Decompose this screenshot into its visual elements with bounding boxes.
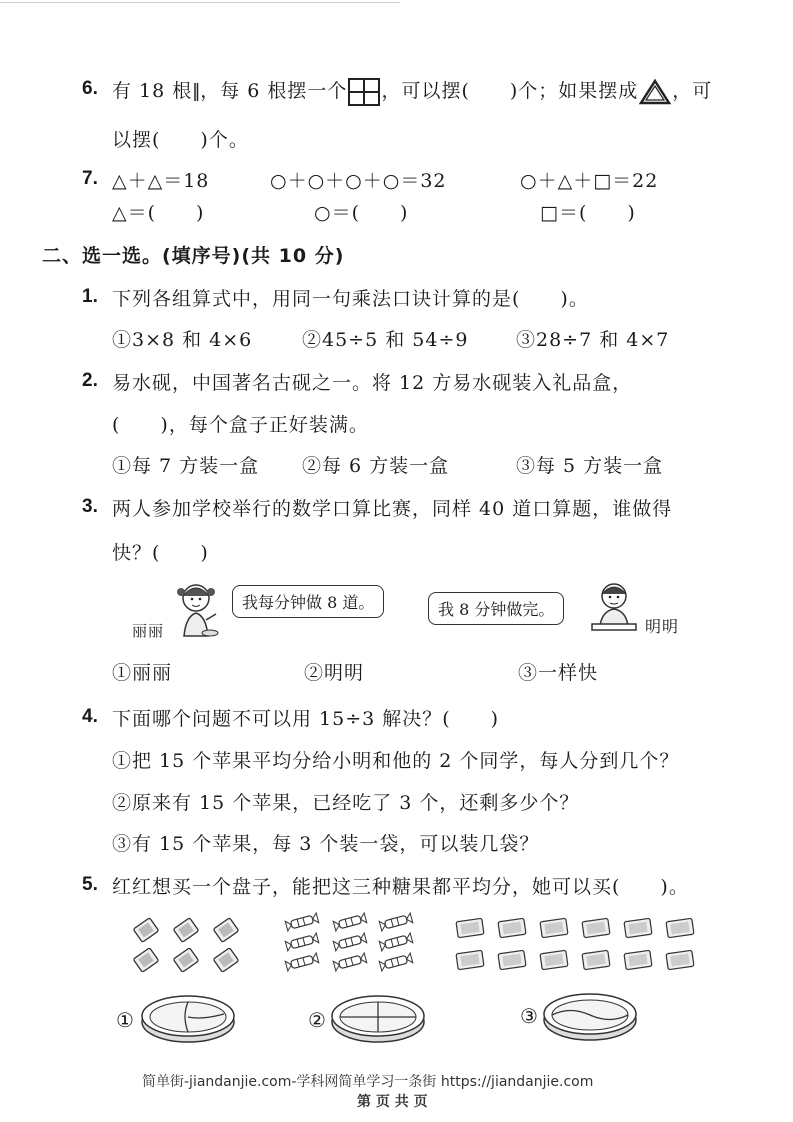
candy-group-rect: [452, 912, 702, 976]
s2q1-option-3: ③28÷7 和 4×7: [516, 329, 670, 351]
candy-item: [666, 950, 694, 969]
s2q2-number: 2.: [82, 370, 98, 391]
s2q1-number: 1.: [82, 286, 98, 307]
q6-number: 6.: [82, 78, 98, 99]
plate-option-3: [540, 988, 640, 1044]
section2-title: 二、选一选。(填序号)(共 10 分): [42, 245, 345, 267]
q7-eq3: ○＋△＋□＝22: [520, 170, 659, 192]
candy-item: [173, 948, 199, 973]
q7-number: 7.: [82, 168, 98, 189]
candy-item: [582, 950, 610, 969]
s2q4-option-3: ③有 15 个苹果，每 3 个装一袋，可以装几袋？: [112, 833, 540, 855]
plate-label-1: ①: [116, 1008, 135, 1032]
candy-item: [285, 953, 318, 971]
candy-item: [624, 950, 652, 969]
s2q3-option-2: ②明明: [304, 662, 365, 684]
footer-page-number: 第 页 共 页: [357, 1094, 428, 1110]
candy-item: [379, 913, 412, 931]
candy-item: [498, 918, 526, 937]
s2q1-option-1: ①3×8 和 4×6: [112, 329, 253, 351]
s2q1-text: 下列各组算式中，用同一句乘法口诀计算的是( )。: [112, 288, 589, 310]
candy-item: [540, 918, 568, 937]
q6-line2: 以摆( )个。: [112, 129, 249, 151]
candy-item: [133, 948, 159, 973]
candy-item: [133, 918, 159, 943]
q6-line1: [112, 76, 712, 107]
s2q4-option-2: ②原来有 15 个苹果，已经吃了 3 个，还剩多少个？: [112, 792, 580, 814]
candy-item: [333, 913, 366, 931]
candy-item: [285, 913, 318, 931]
q6-text-part4: ，可: [672, 80, 713, 102]
candy-item: [582, 918, 610, 937]
candy-item: [333, 933, 366, 951]
s2q2-line2: ( )，每个盒子正好装满。: [112, 414, 369, 436]
candy-item: [173, 918, 199, 943]
s2q2-option-3: ③每 5 方装一盒: [516, 455, 664, 477]
candy-group-diamond: [128, 912, 250, 978]
q6-text-part2: ，每 6 根摆一个: [200, 80, 348, 102]
candy-item: [379, 953, 412, 971]
q6-text-part1: 有 18 根: [112, 80, 193, 102]
s2q2-option-1: ①每 7 方装一盒: [112, 455, 260, 477]
plate-label-2: ②: [308, 1008, 327, 1032]
boy-speech-bubble: 我 8 分钟做完。: [428, 592, 564, 625]
s2q3-option-1: ①丽丽: [112, 662, 173, 684]
s2q3-number: 3.: [82, 496, 98, 517]
candy-group-wrapped: [280, 910, 420, 974]
girl-desk-item: [200, 628, 220, 638]
candy-item: [379, 933, 412, 951]
q7-ans1: △＝( ): [112, 202, 205, 224]
plate-label-3: ③: [520, 1004, 539, 1028]
candy-item: [285, 933, 318, 951]
s2q3-option-3: ③一样快: [518, 662, 599, 684]
s2q5-number: 5.: [82, 874, 98, 895]
girl-speech-bubble: 我每分钟做 8 道。: [232, 585, 384, 618]
footer-watermark: 简单街-jiandanjie.com-学科网简单学习一条街 https://jiandanjie.com: [142, 1074, 594, 1090]
candy-item: [666, 918, 694, 937]
s2q4-option-1: ①把 15 个苹果平均分给小明和他的 2 个同学，每人分到几个？: [112, 750, 680, 772]
candy-item: [624, 918, 652, 937]
q7-ans2: ○＝( ): [314, 202, 409, 224]
q7-eq2: ○＋○＋○＋○＝32: [270, 170, 447, 192]
s2q5-text: 红红想买一个盘子，能把这三种糖果都平均分，她可以买( )。: [112, 876, 689, 898]
candy-item: [333, 953, 366, 971]
s2q4-text: 下面哪个问题不可以用 15÷3 解决？( ): [112, 708, 500, 730]
s2q2-line1: 易水砚，中国著名古砚之一。将 12 方易水砚装入礼品盒，: [112, 372, 633, 394]
boy-illustration: [588, 578, 640, 636]
girl-name: 丽丽: [132, 622, 165, 640]
candy-item: [456, 950, 484, 969]
square-frame-icon: [347, 77, 381, 107]
candy-item: [213, 948, 239, 973]
candy-item: [498, 950, 526, 969]
s2q3-line1: 两人参加学校举行的数学口算比赛，同样 40 道口算题，谁做得: [112, 498, 673, 520]
q7-ans3: □＝( ): [540, 202, 636, 224]
q7-eq1: △＋△＝18: [112, 170, 210, 192]
boy-name: 明明: [645, 617, 680, 636]
s2q2-option-2: ②每 6 方装一盒: [302, 455, 450, 477]
s2q1-option-2: ②45÷5 和 54÷9: [302, 329, 469, 351]
plate-option-2: [328, 990, 428, 1046]
plate-option-1: [138, 990, 238, 1046]
s2q3-line2: 快？( ): [112, 542, 209, 564]
candy-item: [213, 918, 239, 943]
q6-text-part3: ，可以摆( )个；如果摆成: [381, 80, 639, 102]
candy-item: [540, 950, 568, 969]
top-rule: [0, 2, 400, 3]
triangle-icon: [638, 78, 672, 106]
s2q4-number: 4.: [82, 706, 98, 727]
candy-item: [456, 918, 484, 937]
